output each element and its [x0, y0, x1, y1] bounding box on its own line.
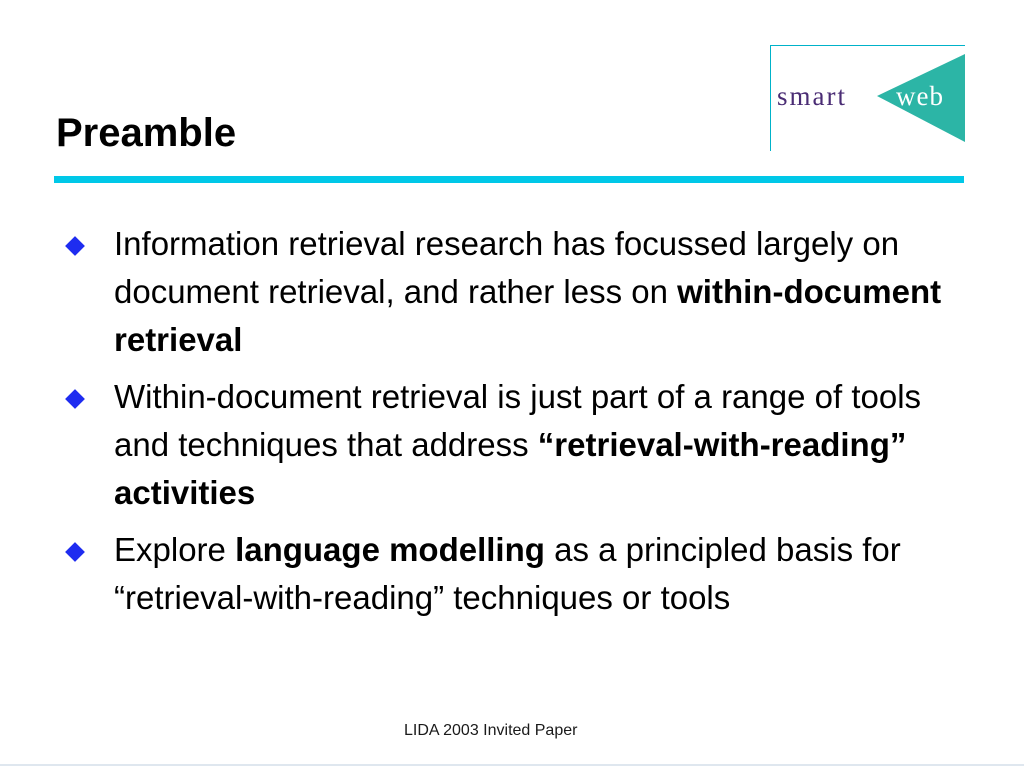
diamond-bullet-icon: [65, 542, 85, 562]
diamond-bullet-icon: [65, 389, 85, 409]
bullet-text: Within-document retrieval is just part of a range of tools and techniques that address: [114, 378, 922, 463]
bullet-text: Explore: [114, 531, 236, 568]
bullet-emphasis: language modelling: [235, 531, 545, 568]
smartweb-logo-graphic: [771, 46, 966, 152]
bullet-list: [64, 220, 964, 631]
bullet-item: [64, 526, 964, 622]
smartweb-logo: [770, 45, 965, 151]
diamond-bullet-icon: [65, 236, 85, 256]
footer-text: LIDA 2003 Invited Paper: [404, 722, 578, 739]
bottom-divider: [0, 764, 1024, 766]
bullet-emphasis: “retrieval-with-reading” activities: [114, 426, 907, 511]
bullet-text-continued: as a principled basis for “retrieval-with-reading” techniques or tools: [114, 531, 901, 616]
bullet-item: [64, 373, 964, 517]
bullet-item: [64, 220, 964, 364]
logo-word-web: web: [896, 81, 944, 111]
title-divider: [54, 176, 964, 183]
bullet-text: Information retrieval research has focussed largely on document retrieval, and rather less on: [114, 225, 900, 310]
logo-word-smart: smart: [777, 81, 847, 111]
bullet-emphasis: within-document retrieval: [114, 273, 942, 358]
slide-title: Preamble: [56, 111, 237, 155]
